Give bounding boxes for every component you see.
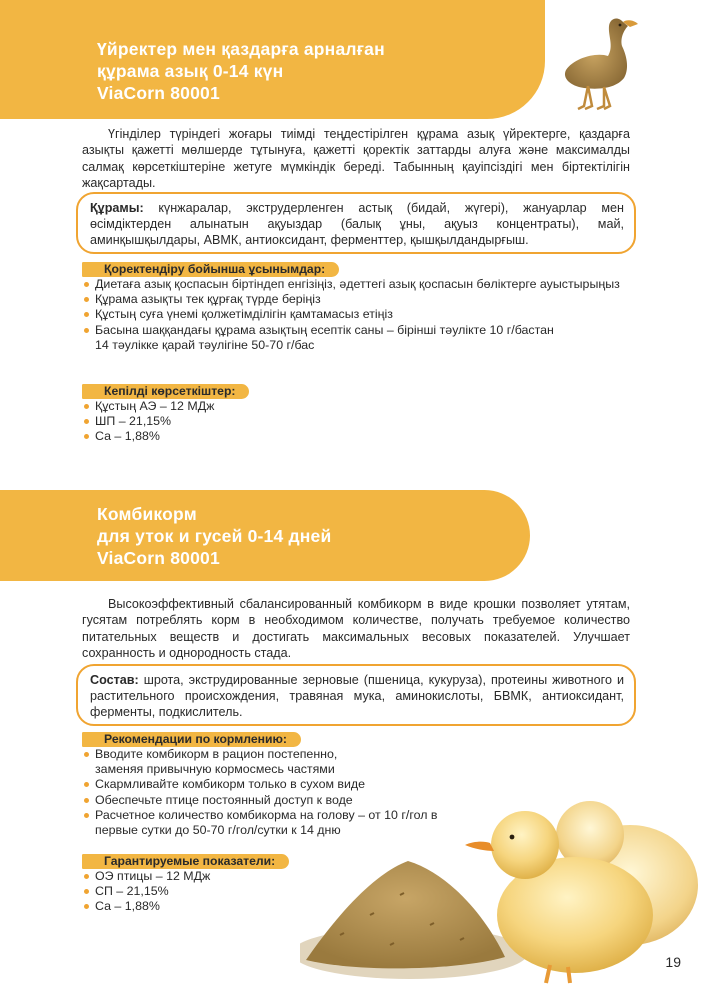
bullet-icon xyxy=(84,328,89,333)
list-item: Вводите комбикорм в рацион постепенно, заменяя привычную кормосмесь частями xyxy=(84,747,385,777)
list-item: Құрама азықты тек құрғақ түрде беріңіз xyxy=(84,292,636,307)
title-ru xyxy=(97,503,331,569)
list-item: СП – 21,15% xyxy=(84,884,284,899)
bullet-icon xyxy=(84,889,89,894)
title-ru-line-3: ViaCorn 80001 xyxy=(97,548,220,568)
feeding-list-kz xyxy=(84,277,636,353)
bullet-icon xyxy=(84,419,89,424)
composition-text-ru: шрота, экструдированные зерновые (пшеница, кукуруза), протеины животного и растительного происхождения, травяная мука, аминокислоты, БВМК, антиоксидант, ферменты, подкислитель. xyxy=(90,673,624,720)
bullet-icon xyxy=(84,404,89,409)
title-kz-line-1: Үйректер мен қаздарға арналған xyxy=(97,39,385,59)
composition-text-kz: күнжаралар, экструдерленген астық (бидай, жүгері), жануарлар мен өсімдіктерден алынатын ақуыздар (балық ұны, ақуыз концентраты), май, аминқышқылдары, АВМК, антиоксидант, ферменттер, қышқылдандырғыш. xyxy=(90,201,624,248)
bullet-icon xyxy=(84,782,89,787)
guaranteed-title-kz: Кепілді көрсеткіштер: xyxy=(82,384,249,399)
bullet-icon xyxy=(84,798,89,803)
bullet-icon xyxy=(84,312,89,317)
list-item: Құстың АЭ – 12 МДж xyxy=(84,399,384,414)
title-ru-line-1: Комбикорм xyxy=(97,504,197,524)
title-ru-line-2: для уток и гусей 0-14 дней xyxy=(97,526,332,546)
list-item: Басына шаққандағы құрама азықтың есептік саны – бірінші тәулікте 10 г/бастан 14 тәулікке қарай тәулігіне 50-70 г/бас xyxy=(84,323,555,353)
bullet-icon xyxy=(84,752,89,757)
title-kz-line-3: ViaCorn 80001 xyxy=(97,83,220,103)
title-kz-line-2: құрама азық 0-14 күн xyxy=(97,61,284,81)
intro-kz: Үгінділер түріндегі жоғары тиімді теңдестірілген құрама азық үйректерге, қаздарға азықты қажетті мөлшерде тұтынуға, қажетті қоректік заттарды алуға және максималды салмақ көрсеткіштеріне жетуге мүмкіндік береді. Табынның қауіпсіздігі мен біртектілігін жақсартады. xyxy=(82,127,630,191)
bullet-icon xyxy=(84,813,89,818)
list-item: Скармливайте комбикорм только в сухом виде xyxy=(84,777,464,792)
bullet-icon xyxy=(84,904,89,909)
list-item: Құстың суға үнемі қолжетімділігін қамтамасыз етіңіз xyxy=(84,307,636,322)
list-item: ШП – 21,15% xyxy=(84,414,384,429)
bullet-icon xyxy=(84,874,89,879)
bullet-icon xyxy=(84,297,89,302)
title-kz xyxy=(97,38,385,104)
list-item: Са – 1,88% xyxy=(84,429,384,444)
composition-label-kz: Құрамы: xyxy=(90,201,144,215)
guaranteed-title-ru: Гарантируемые показатели: xyxy=(82,854,289,869)
composition-box-kz xyxy=(76,192,636,254)
composition-box-ru xyxy=(76,664,636,726)
list-item: Расчетное количество комбикорма на голову – от 10 г/гол в первые сутки до 50-70 г/гол/сутки к 14 дню xyxy=(84,808,464,838)
composition-label-ru: Состав: xyxy=(90,673,139,687)
guaranteed-list-ru xyxy=(84,869,284,915)
feeding-title-ru: Рекомендации по кормлению: xyxy=(82,732,301,747)
guaranteed-list-kz xyxy=(84,399,384,445)
intro-ru: Высокоэффективный сбалансированный комбикорм в виде крошки позволяет утятам, гусятам потреблять корм в необходимом количестве, получать требуемое количество питательных веществ и достигать максимальных весовых показателей. Улучшает сохранность и однородность стада. xyxy=(82,597,630,661)
list-item: Диетаға азық қоспасын біртіндеп енгізіңіз, әдеттегі азық қоспасын бөліктерге ауыстырыңыз xyxy=(84,277,636,292)
page-number: 19 xyxy=(665,954,681,970)
list-item: Са – 1,88% xyxy=(84,899,284,914)
goose-icon xyxy=(548,8,658,113)
bullet-icon xyxy=(84,282,89,287)
bullet-icon xyxy=(84,434,89,439)
title-banner-ru xyxy=(0,490,530,581)
feeding-title-kz: Қоректендіру бойынша ұсынымдар: xyxy=(82,262,339,277)
list-item: ОЭ птицы – 12 МДж xyxy=(84,869,284,884)
list-item: Обеспечьте птице постоянный доступ к воде xyxy=(84,793,464,808)
title-banner-kz xyxy=(0,0,545,119)
feeding-list-ru xyxy=(84,747,464,838)
